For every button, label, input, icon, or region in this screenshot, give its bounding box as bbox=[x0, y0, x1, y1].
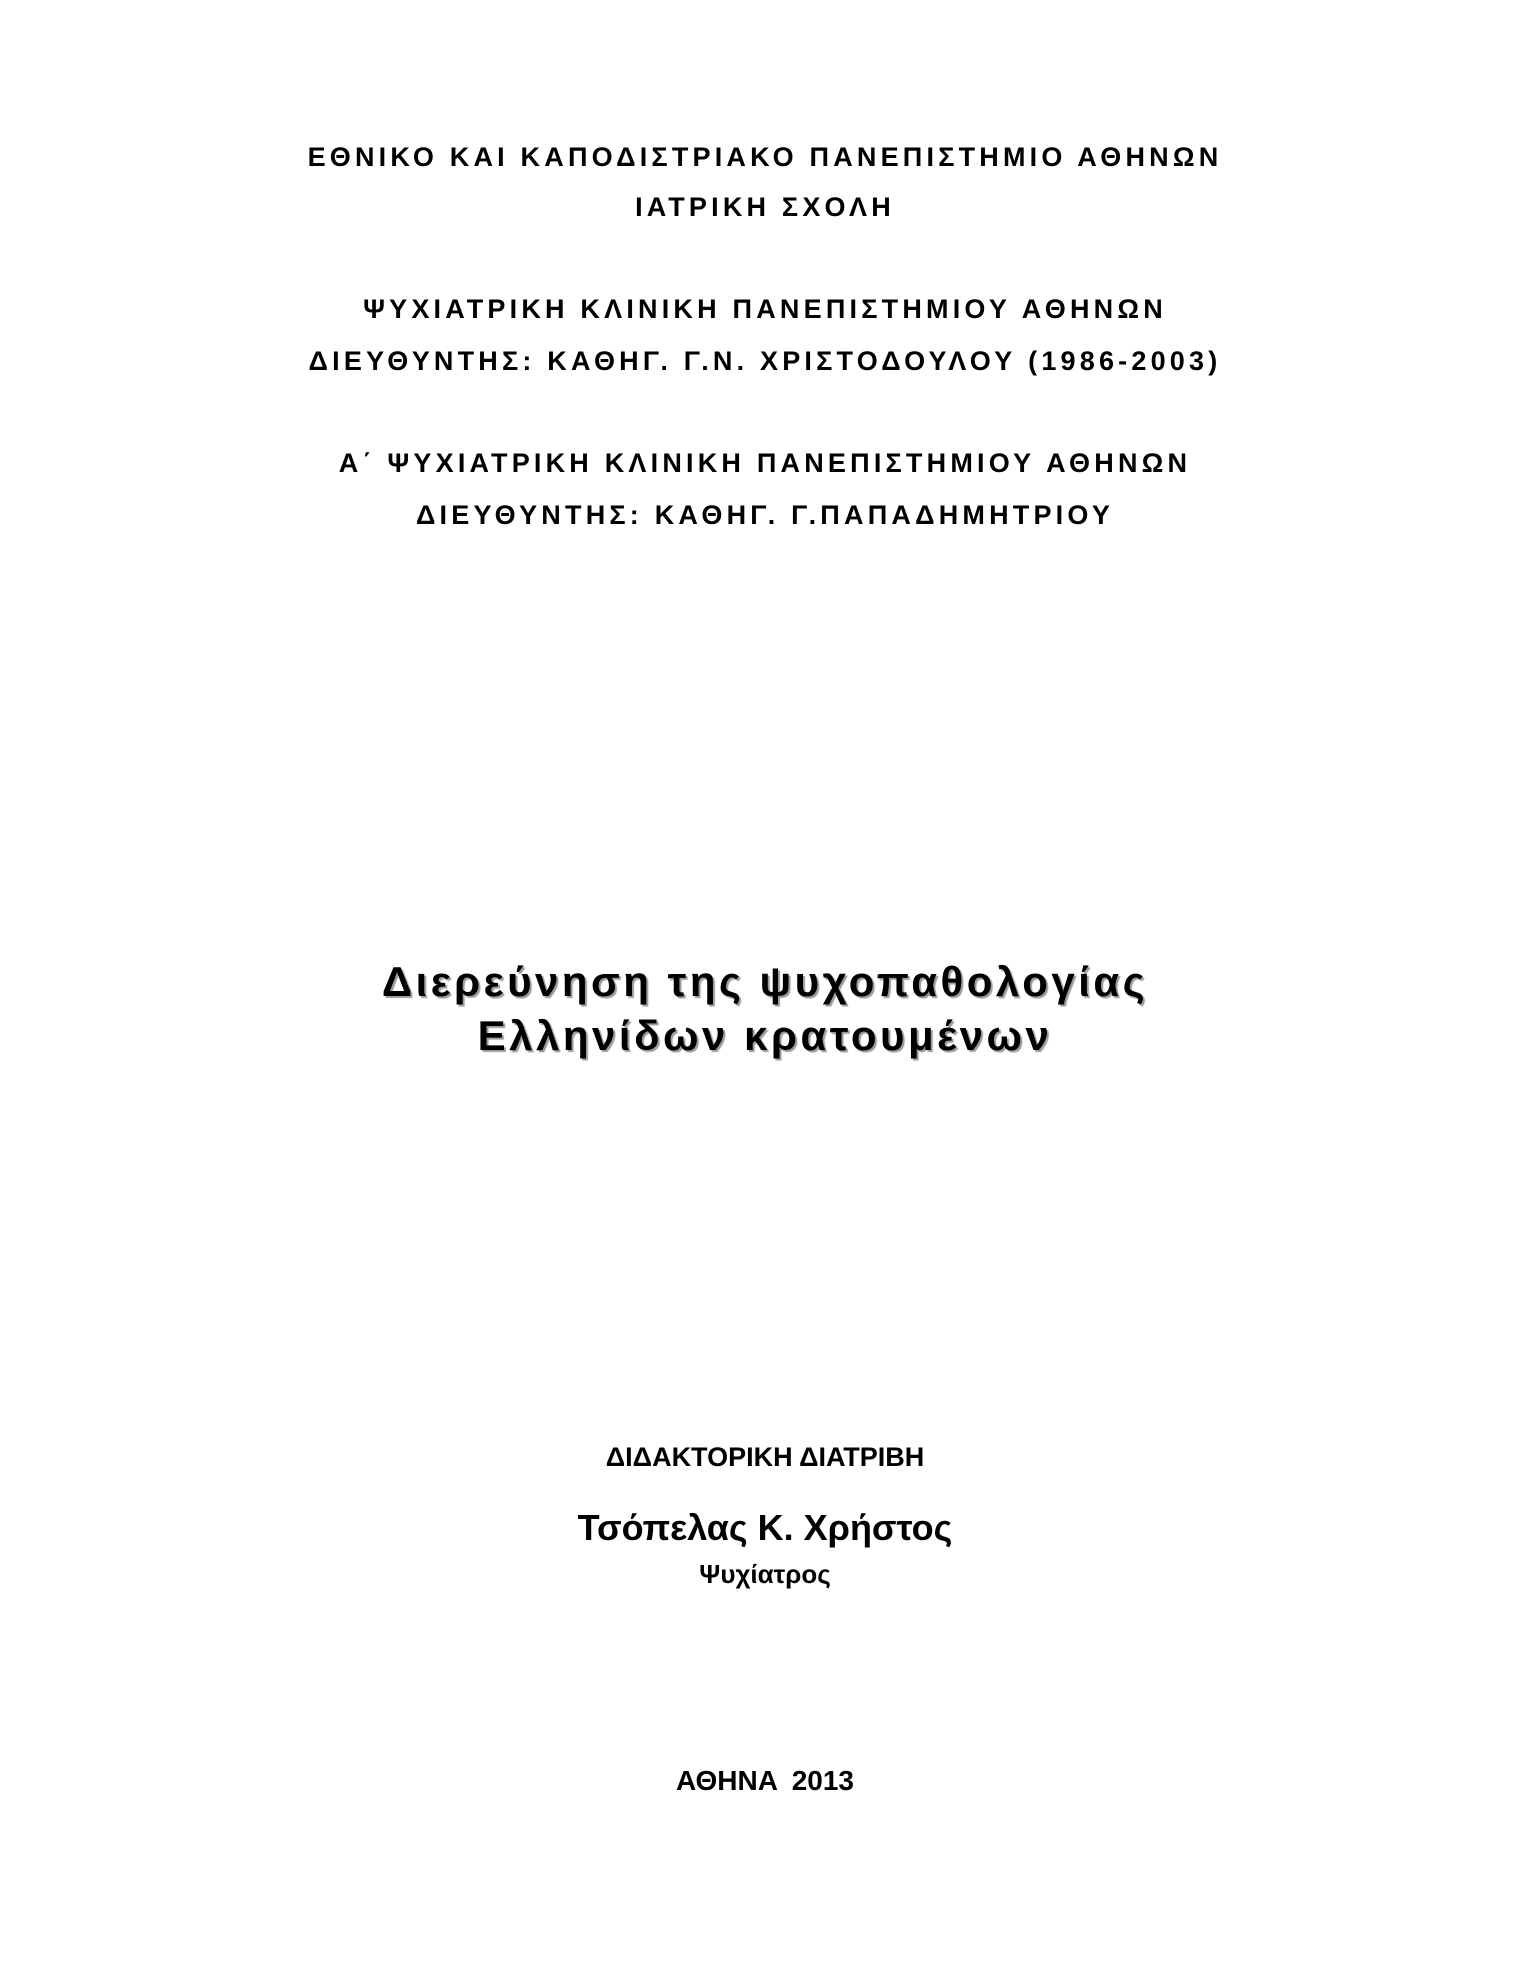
author-name: Τσόπελας Κ. Χρήστος bbox=[577, 1507, 953, 1548]
clinic-name: ΨΥΧΙΑΤΡΙΚΗ ΚΛΙΝΙΚΗ ΠΑΝΕΠΙΣΤΗΜΙΟΥ ΑΘΗΝΩΝ bbox=[363, 294, 1167, 324]
first-clinic-name: Α΄ ΨΥΧΙΑΤΡΙΚΗ ΚΛΙΝΙΚΗ ΠΑΝΕΠΙΣΤΗΜΙΟΥ ΑΘΗΝΩΝ bbox=[338, 448, 1192, 478]
place-and-year: ΑΘΗΝΑ 2013 bbox=[676, 1765, 854, 1796]
clinic-director: ΔΙΕΥΘΥΝΤΗΣ: ΚΑΘΗΓ. Γ.Ν. ΧΡΙΣΤΟΔΟΥΛΟΥ (1986-2003) bbox=[308, 346, 1222, 376]
first-clinic-director: ΔΙΕΥΘΥΝΤΗΣ: ΚΑΘΗΓ. Γ.ΠΑΠΑΔΗΜΗΤΡΙΟΥ bbox=[415, 500, 1115, 530]
school-name: ΙΑΤΡΙΚΗ ΣΧΟΛΗ bbox=[635, 192, 895, 222]
university-name: ΕΘΝΙΚΟ ΚΑΙ ΚΑΠΟΔΙΣΤΡΙΑΚΟ ΠΑΝΕΠΙΣΤΗΜΙΟ ΑΘΗΝΩΝ bbox=[307, 142, 1223, 172]
thesis-title-line-2: Ελληνίδων κρατουμένων bbox=[477, 1012, 1053, 1059]
thesis-type: ΔΙΔΑΚΤΟΡΙΚΗ ΔΙΑΤΡΙΒΗ bbox=[605, 1442, 925, 1472]
thesis-title-line-1: Διερεύνηση της ψυχοπαθολογίας bbox=[381, 958, 1149, 1005]
author-profession: Ψυχίατρος bbox=[699, 1559, 831, 1589]
